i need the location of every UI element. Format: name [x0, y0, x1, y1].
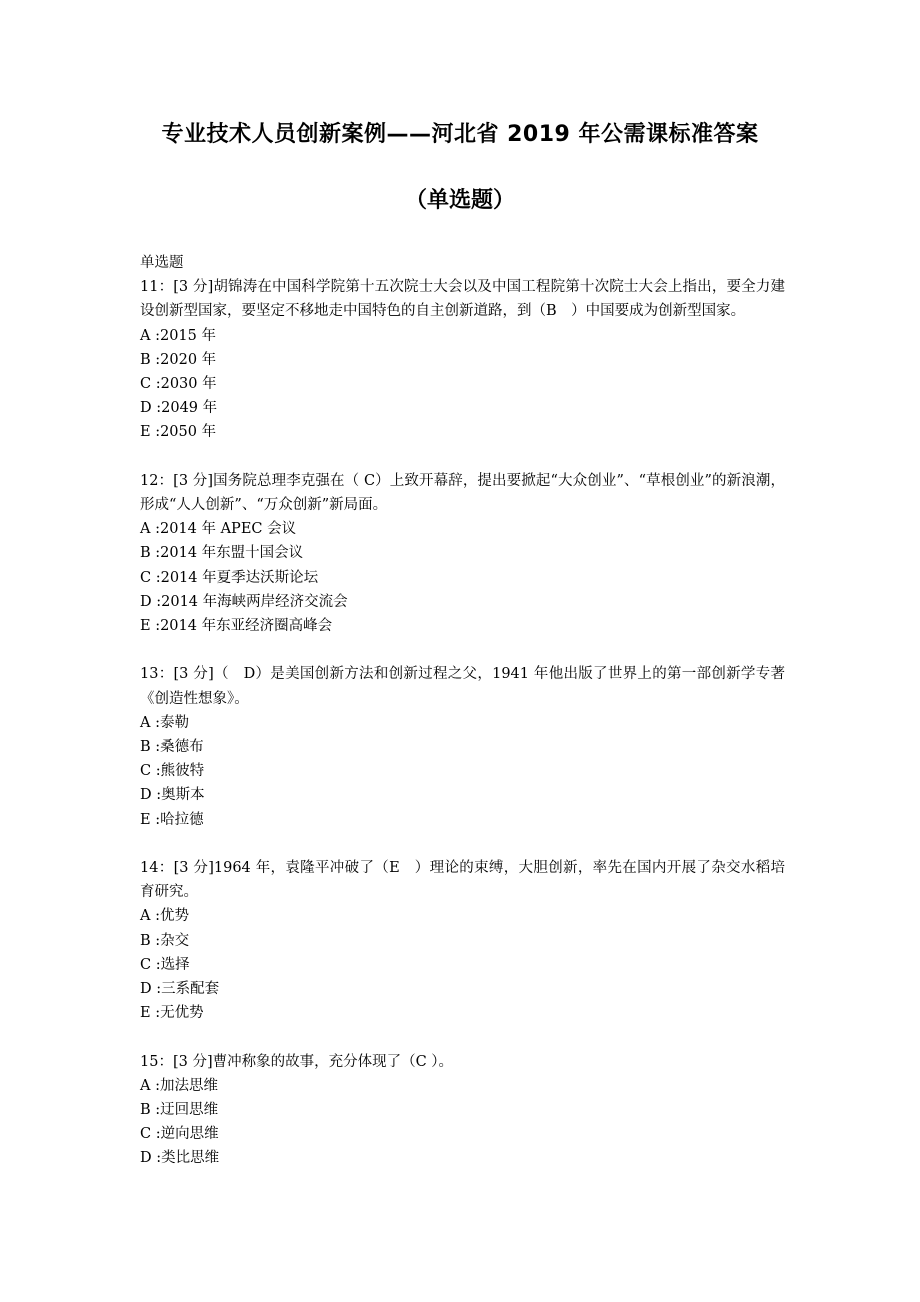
document-title: 专业技术人员创新案例——河北省 2019 年公需课标准答案: [161, 122, 759, 147]
option-e: E :哈拉德: [140, 811, 204, 828]
option-e: E :2014 年东亚经济圈高峰会: [140, 618, 333, 635]
option-d: D :2049 年: [140, 400, 218, 417]
question-stem: 15：[3 分]曹冲称象的故事，充分体现了（C ）。: [140, 1053, 454, 1070]
option-c: C :逆向思维: [140, 1126, 219, 1143]
question-list: [140, 251, 785, 1171]
option-a: A :加法思维: [140, 1077, 218, 1094]
option-list: [140, 324, 785, 445]
option-a: A :2015 年: [140, 327, 216, 344]
option-c: C :2014 年夏季达沃斯论坛: [140, 569, 319, 586]
section-label: 单选题: [140, 255, 184, 271]
question-stem: 12：[3 分]国务院总理李克强在（ C）上致开幕辞，提出要掀起“大众创业”、“草根创业”的新浪潮，形成“人人创新”、“万众创新”新局面。: [140, 472, 785, 514]
question-15: [140, 1050, 785, 1171]
option-b: B :杂交: [140, 932, 190, 949]
question-12: [140, 469, 785, 638]
question-14: [140, 856, 785, 1025]
question-13: [140, 662, 785, 831]
option-e: E :无优势: [140, 1005, 204, 1022]
option-b: B :2020 年: [140, 351, 217, 368]
option-c: C :2030 年: [140, 376, 217, 393]
option-c: C :熊彼特: [140, 763, 205, 780]
option-b: B :桑德布: [140, 739, 204, 756]
question-stem: 13：[3 分]（ D）是美国创新方法和创新过程之父，1941 年他出版了世界上的第一部创新学专著《创造性想象》。: [140, 666, 785, 707]
option-d: D :三系配套: [140, 981, 220, 998]
option-c: C :选择: [140, 956, 190, 973]
option-list: [140, 517, 785, 638]
option-a: A :优势: [140, 908, 189, 925]
question-stem: 11：[3 分]胡锦涛在中国科学院第十五次院士大会以及中国工程院第十次院士大会上指出，要全力建设创新型国家，要坚定不移地走中国特色的自主创新道路，到（B ）中国要成为创新型国家。: [140, 279, 785, 320]
document-subtitle: （单选题）: [404, 188, 515, 213]
option-a: A :泰勒: [140, 714, 189, 731]
option-list: [140, 904, 785, 1025]
option-a: A :2014 年 APEC 会议: [140, 521, 297, 538]
option-list: [140, 1074, 785, 1171]
option-b: B :2014 年东盟十国会议: [140, 545, 304, 562]
question-11: [140, 275, 785, 444]
option-d: D :2014 年海峡两岸经济交流会: [140, 593, 348, 610]
question-stem: 14：[3 分]1964 年，袁隆平冲破了（E ）理论的束缚，大胆创新，率先在国内开展了杂交水稻培育研究。: [140, 860, 785, 901]
option-d: D :类比思维: [140, 1150, 220, 1167]
option-e: E :2050 年: [140, 424, 217, 441]
option-d: D :奥斯本: [140, 787, 205, 804]
option-list: [140, 711, 785, 832]
option-b: B :迂回思维: [140, 1102, 219, 1119]
